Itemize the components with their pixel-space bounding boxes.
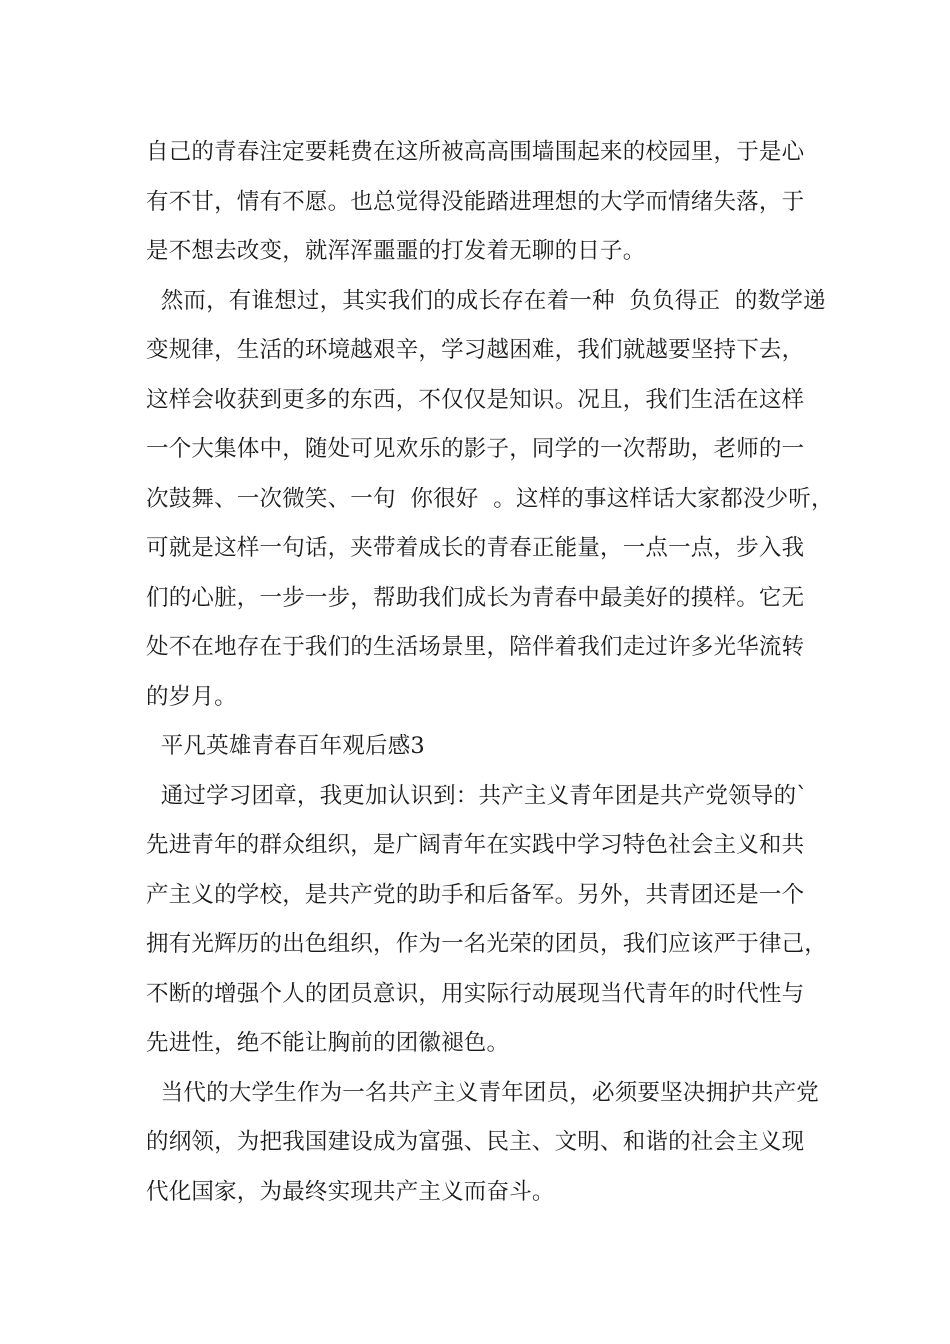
section-heading: 平凡英雄青春百年观后感3 (146, 733, 425, 759)
text-line: 通过学习团章，我更加认识到：共产主义青年团是共产党领导的` (146, 782, 808, 809)
text-line: 处不在地存在于我们的生活场景里，陪伴着我们走过许多光华流转 (146, 634, 805, 660)
text-line: 们的心脏，一步一步，帮助我们成长为青春中最美好的摸样。它无 (146, 584, 805, 611)
text-line: 当代的大学生作为一名共产主义青年团员，必须要坚决拥护共产党 (146, 1079, 820, 1106)
document-body (146, 128, 834, 1217)
text-line: 次鼓舞、一次微笑、一句 你很好 。这样的事这样话大家都没少听， (146, 485, 834, 512)
text-line: 自己的青春注定要耗费在这所被高高围墙围起来的校园里，于是心 (146, 139, 805, 165)
text-line: 这样会收获到更多的东西，不仅仅是知识。况且，我们生活在这样 (146, 386, 805, 413)
text-line: 的岁月。 (146, 683, 237, 710)
text-line: 是不想去改变，就浑浑噩噩的打发着无聊的日子。 (146, 238, 646, 264)
text-line: 拥有光辉历的出色组织，作为一名光荣的团员，我们应该严于律己， (146, 931, 828, 957)
text-line: 一个大集体中，随处可见欢乐的影子，同学的一次帮助，老师的一 (146, 436, 805, 462)
text-line: 先进性，绝不能让胸前的团徽褪色。 (146, 1030, 510, 1056)
text-line: 可就是这样一句话，夹带着成长的青春正能量，一点一点，步入我 (146, 535, 805, 561)
text-line: 变规律，生活的环境越艰辛，学习越困难，我们就越要坚持下去， (146, 337, 805, 363)
text-line: 先进青年的群众组织，是广阔青年在实践中学习特色社会主义和共 (146, 832, 805, 858)
text-line: 代化国家，为最终实现共产主义而奋斗。 (146, 1178, 555, 1205)
text-line: 的纲领，为把我国建设成为富强、民主、文明、和谐的社会主义现 (146, 1129, 805, 1155)
text-line: 有不甘，情有不愿。也总觉得没能踏进理想的大学而情绪失落，于 (146, 188, 805, 215)
text-line: 然而，有谁想过，其实我们的成长存在着一种 负负得正 的数学递 (146, 287, 826, 314)
text-line: 不断的增强个人的团员意识，用实际行动展现当代青年的时代性与 (146, 980, 805, 1007)
text-line: 产主义的学校，是共产党的助手和后备军。另外，共青团还是一个 (146, 881, 805, 908)
